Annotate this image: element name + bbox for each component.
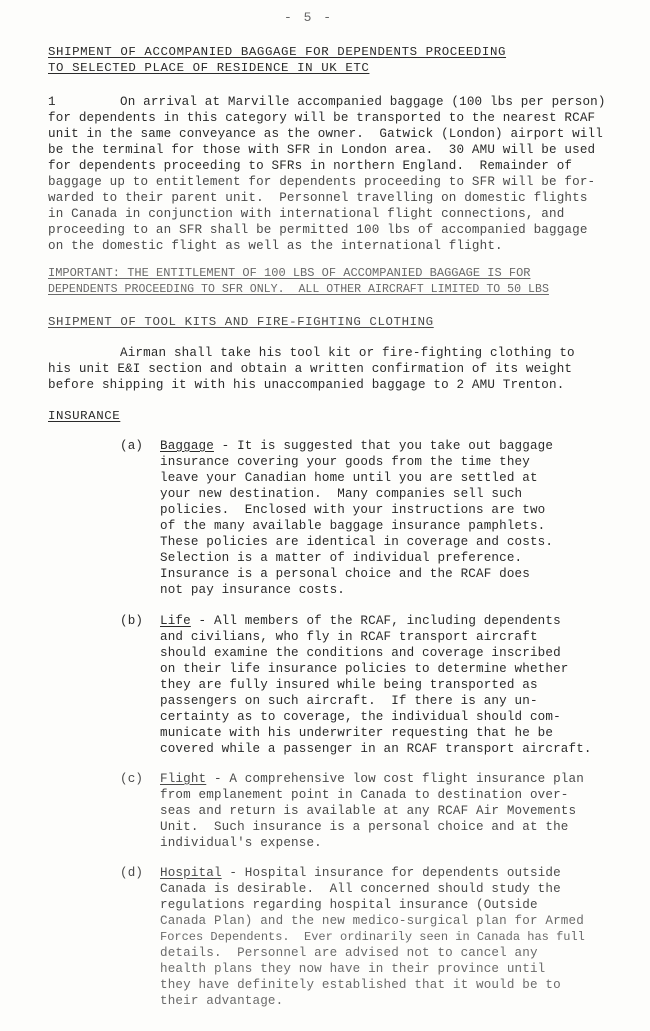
shipment-line-0: On arrival at Marville accompanied baggage (100 lbs per person) bbox=[120, 95, 606, 109]
insurance-item-b-line-4: passengers on such aircraft. If there is any un- bbox=[160, 694, 538, 708]
shipment-para-number: 1 bbox=[48, 95, 56, 109]
tool-kits-line-0: Airman shall take his tool kit or fire-fighting clothing to bbox=[120, 346, 575, 360]
insurance-item-d-line-6: they have definitely established that it would be to bbox=[160, 978, 561, 992]
shipment-line-6: warded to their parent unit. Personnel travelling on domestic flights bbox=[48, 191, 588, 205]
insurance-item-d-line-7: their advantage. bbox=[160, 994, 284, 1008]
insurance-item-b-marker: (b) bbox=[120, 614, 144, 628]
tool-kits-line-2: before shipping it with his unaccompanied baggage to 2 AMU Trenton. bbox=[48, 378, 565, 392]
shipment-line-7: in Canada in conjunction with international flight connections, and bbox=[48, 207, 565, 221]
shipment-line-2: unit in the same conveyance as the owner. Gatwick (London) airport will bbox=[48, 127, 603, 141]
insurance-item-a-line-2: your new destination. Many companies sell such bbox=[160, 487, 523, 501]
insurance-item-b-line-3: they are fully insured while being transported as bbox=[160, 678, 538, 692]
shipment-line-9: on the domestic flight as well as the international flight. bbox=[48, 239, 503, 253]
insurance-item-a-line-0: insurance covering your goods from the time they bbox=[160, 455, 530, 469]
insurance-item-b-line-1: should examine the conditions and coverage inscribed bbox=[160, 646, 561, 660]
page-number: - 5 - bbox=[284, 10, 334, 25]
shipment-line-1: for dependents in this category will be transported to the nearest RCAF bbox=[48, 111, 596, 125]
insurance-item-a-line-1: leave your Canadian home until you are settled at bbox=[160, 471, 538, 485]
insurance-item-a-line-3: policies. Enclosed with your instructions are two bbox=[160, 503, 546, 517]
insurance-item-c-marker: (c) bbox=[120, 772, 144, 786]
important-line2: DEPENDENTS PROCEEDING TO SFR ONLY. ALL OTHER AIRCRAFT LIMITED TO 50 LBS bbox=[48, 283, 549, 296]
shipment-line-3: be the terminal for those with SFR in London area. 30 AMU will be used bbox=[48, 143, 596, 157]
insurance-item-a-rest: - It is suggested that you take out baggage bbox=[213, 439, 554, 453]
shipment-line-4: for dependents proceeding to SFRs in northern England. Remainder of bbox=[48, 159, 573, 173]
important-line1: IMPORTANT: THE ENTITLEMENT OF 100 LBS OF ACCOMPANIED BAGGAGE IS FOR bbox=[48, 266, 531, 280]
insurance-item-a-line-7: Insurance is a personal choice and the RCAF does bbox=[160, 567, 530, 581]
insurance-item-b-line-6: municate with his underwriter requesting that he be bbox=[160, 726, 554, 740]
insurance-item-b-rest: - All members of the RCAF, including dependents bbox=[190, 614, 561, 628]
shipment-line-5: baggage up to entitlement for dependents proceeding to SFR will be for- bbox=[48, 175, 596, 189]
insurance-item-a-marker: (a) bbox=[120, 439, 144, 453]
tool-kits-heading: SHIPMENT OF TOOL KITS AND FIRE-FIGHTING CLOTHING bbox=[48, 315, 434, 329]
shipment-heading-line1: SHIPMENT OF ACCOMPANIED BAGGAGE FOR DEPENDENTS PROCEEDING bbox=[48, 45, 507, 59]
insurance-item-c-title: Flight bbox=[160, 772, 207, 786]
insurance-item-b-first-line bbox=[160, 614, 561, 629]
insurance-item-c-line-0: from emplanement point in Canada to destination over- bbox=[160, 788, 569, 802]
insurance-item-a-line-4: of the many available baggage insurance pamphlets. bbox=[160, 519, 546, 533]
insurance-item-c-first-line bbox=[160, 772, 584, 787]
insurance-item-a-line-8: not pay insurance costs. bbox=[160, 583, 345, 597]
shipment-heading-line2: TO SELECTED PLACE OF RESIDENCE IN UK ETC bbox=[48, 61, 370, 75]
insurance-item-c-line-1: seas and return is available at any RCAF Air Movements bbox=[160, 804, 577, 818]
insurance-item-b-line-2: on their life insurance policies to determine whether bbox=[160, 662, 569, 676]
insurance-item-d-title: Hospital bbox=[160, 866, 222, 880]
insurance-item-d-line-2: Canada Plan) and the new medico-surgical plan for Armed bbox=[160, 914, 584, 928]
insurance-item-b-line-7: covered while a passenger in an RCAF transport aircraft. bbox=[160, 742, 592, 756]
insurance-item-c-line-2: Unit. Such insurance is a personal choice and at the bbox=[160, 820, 569, 834]
insurance-item-d-rest: - Hospital insurance for dependents outside bbox=[221, 866, 561, 880]
insurance-item-b-title: Life bbox=[160, 614, 191, 628]
insurance-item-b-line-0: and civilians, who fly in RCAF transport aircraft bbox=[160, 630, 538, 644]
insurance-item-d-first-line bbox=[160, 866, 561, 881]
shipment-line-8: proceeding to an SFR shall be permitted 100 lbs of accompanied baggage bbox=[48, 223, 588, 237]
insurance-item-a-line-6: Selection is a matter of individual preference. bbox=[160, 551, 523, 565]
insurance-item-a-title: Baggage bbox=[160, 439, 214, 453]
insurance-item-a-line-5: These policies are identical in coverage and costs. bbox=[160, 535, 554, 549]
insurance-heading: INSURANCE bbox=[48, 409, 121, 423]
insurance-item-d-marker: (d) bbox=[120, 866, 144, 880]
insurance-item-a-first-line bbox=[160, 439, 553, 454]
insurance-item-c-line-3: individual's expense. bbox=[160, 836, 322, 850]
insurance-item-d-line-4: details. Personnel are advised not to cancel any bbox=[160, 946, 538, 960]
tool-kits-line-1: his unit E&I section and obtain a written confirmation of its weight bbox=[48, 362, 573, 376]
insurance-item-d-line-5: health plans they now have in their province until bbox=[160, 962, 546, 976]
insurance-item-d-line-0: Canada is desirable. All concerned should study the bbox=[160, 882, 561, 896]
insurance-item-d-line-3: Forces Dependents. Ever ordinarily seen in Canada has full bbox=[160, 930, 585, 944]
insurance-item-c-rest: - A comprehensive low cost flight insurance plan bbox=[206, 772, 584, 786]
insurance-item-d-line-1: regulations regarding hospital insurance (Outside bbox=[160, 898, 538, 912]
insurance-item-b-line-5: certainty as to coverage, the individual should com- bbox=[160, 710, 561, 724]
